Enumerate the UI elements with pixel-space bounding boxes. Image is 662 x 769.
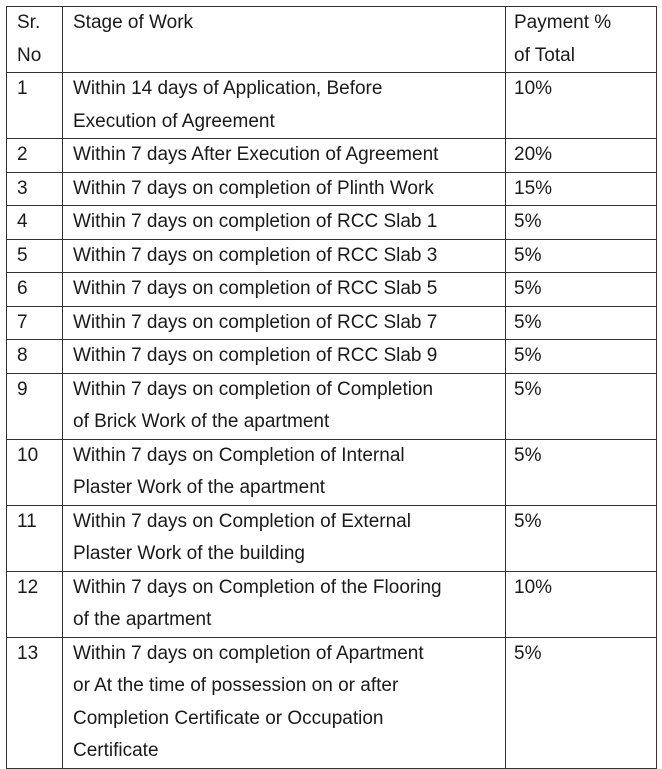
cell-stage: Within 14 days of Application, Before Execution of Agreement (63, 73, 506, 139)
cell-sr-no: 7 (7, 306, 63, 340)
cell-stage: Within 7 days on completion of RCC Slab 1 (63, 206, 506, 240)
cell-sr-no: 6 (7, 273, 63, 307)
cell-sr-no: 9 (7, 373, 63, 439)
cell-sr-no: 3 (7, 172, 63, 206)
cell-stage: Within 7 days on completion of RCC Slab 3 (63, 239, 506, 273)
cell-sr-no: 8 (7, 340, 63, 374)
cell-sr-no: 2 (7, 139, 63, 173)
table-row (7, 273, 657, 307)
table-row (7, 505, 657, 571)
cell-payment: 5% (506, 206, 657, 240)
cell-stage: Within 7 days on completion of RCC Slab 7 (63, 306, 506, 340)
table-row (7, 73, 657, 139)
cell-stage: Within 7 days on Completion of Internal Plaster Work of the apartment (63, 439, 506, 505)
cell-stage: Within 7 days on completion of Apartment or At the time of possession on or after Completion Certificate or Occupation Certificate (63, 637, 506, 768)
cell-payment: 5% (506, 306, 657, 340)
table-body (7, 73, 657, 769)
cell-sr-no: 4 (7, 206, 63, 240)
cell-payment: 5% (506, 340, 657, 374)
cell-payment: 10% (506, 73, 657, 139)
table-row (7, 439, 657, 505)
cell-payment: 5% (506, 239, 657, 273)
table-row (7, 373, 657, 439)
cell-stage: Within 7 days After Execution of Agreement (63, 139, 506, 173)
cell-sr-no: 1 (7, 73, 63, 139)
cell-stage: Within 7 days on completion of RCC Slab 9 (63, 340, 506, 374)
cell-sr-no: 5 (7, 239, 63, 273)
cell-stage: Within 7 days on completion of RCC Slab 5 (63, 273, 506, 307)
cell-payment: 20% (506, 139, 657, 173)
table-header-row (7, 7, 657, 73)
payment-schedule-table (6, 6, 657, 769)
cell-payment: 5% (506, 637, 657, 768)
cell-payment: 5% (506, 273, 657, 307)
cell-payment: 15% (506, 172, 657, 206)
table-row (7, 206, 657, 240)
cell-payment: 5% (506, 505, 657, 571)
header-stage-of-work: Stage of Work (63, 7, 506, 73)
cell-sr-no: 13 (7, 637, 63, 768)
header-payment-percent: Payment % of Total (506, 7, 657, 73)
table-row (7, 571, 657, 637)
cell-payment: 5% (506, 439, 657, 505)
cell-stage: Within 7 days on completion of Completion of Brick Work of the apartment (63, 373, 506, 439)
header-sr-no: Sr. No (7, 7, 63, 73)
cell-sr-no: 11 (7, 505, 63, 571)
table-row (7, 637, 657, 768)
cell-stage: Within 7 days on Completion of the Flooring of the apartment (63, 571, 506, 637)
cell-sr-no: 10 (7, 439, 63, 505)
cell-payment: 10% (506, 571, 657, 637)
table-row (7, 239, 657, 273)
table-row (7, 139, 657, 173)
table-row (7, 340, 657, 374)
table-row (7, 306, 657, 340)
table-row (7, 172, 657, 206)
cell-sr-no: 12 (7, 571, 63, 637)
cell-payment: 5% (506, 373, 657, 439)
cell-stage: Within 7 days on Completion of External Plaster Work of the building (63, 505, 506, 571)
cell-stage: Within 7 days on completion of Plinth Work (63, 172, 506, 206)
